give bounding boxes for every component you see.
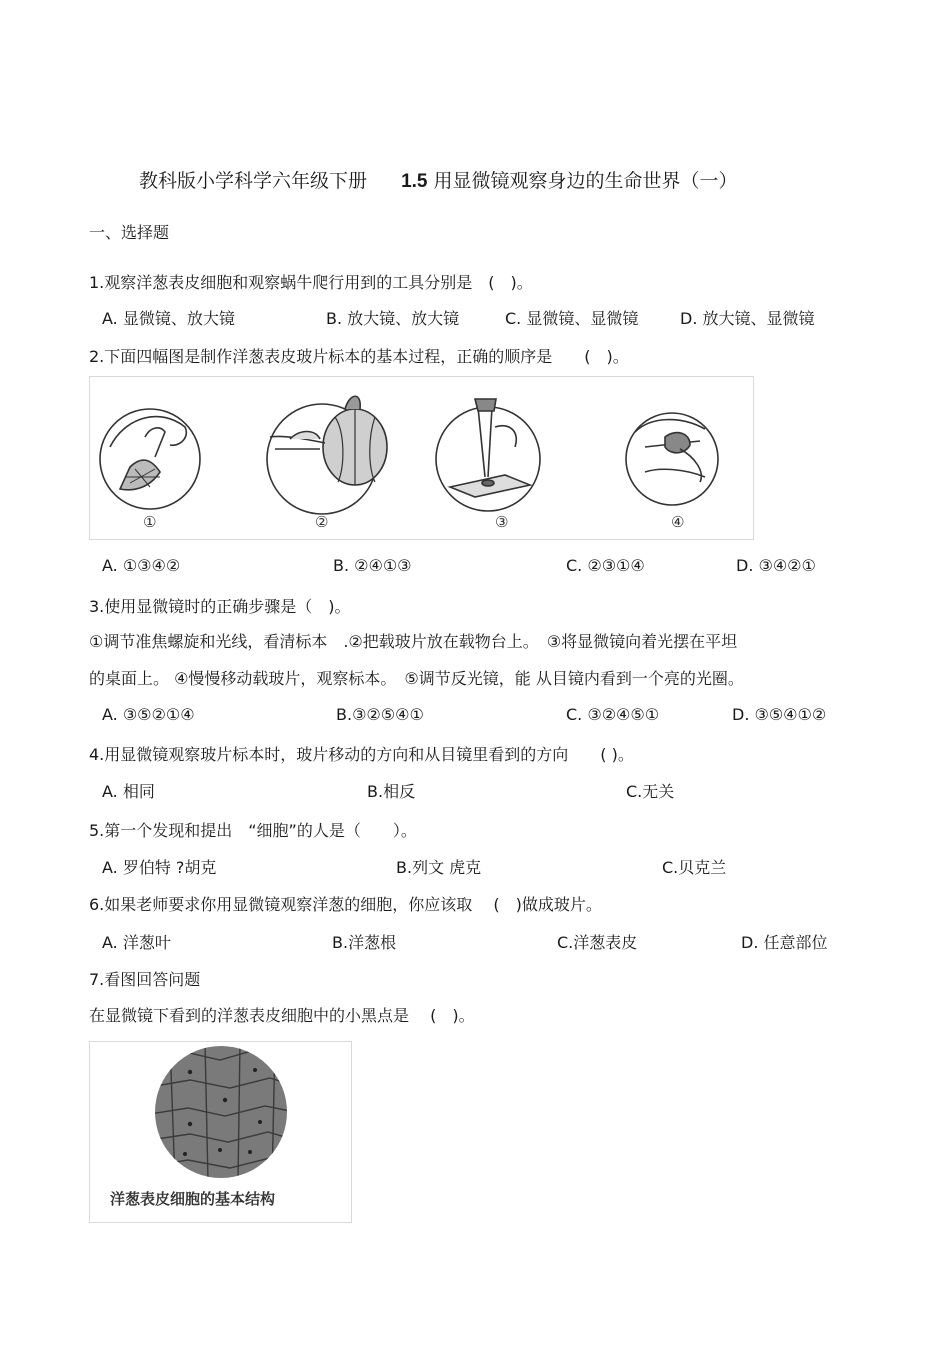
q2-option-c: C. ②③①④ xyxy=(566,556,645,575)
q3-option-c: C. ③②④⑤① xyxy=(566,705,660,724)
step-label-4: ④ xyxy=(671,513,685,531)
step-label-2: ② xyxy=(315,513,329,531)
step-label-1: ① xyxy=(143,513,157,531)
q6-option-a: A. 洋葱叶 xyxy=(102,933,171,952)
step-label-3: ③ xyxy=(495,513,509,531)
q4-option-b: B.相反 xyxy=(367,782,416,801)
step-1-circle xyxy=(100,409,200,509)
section-heading: 一、选择题 xyxy=(89,223,170,242)
q4-option-c: C.无关 xyxy=(626,782,675,801)
step-4-circle xyxy=(626,413,718,505)
q6-option-b: B.洋葱根 xyxy=(332,933,397,952)
q3-option-a: A. ③⑤②①④ xyxy=(102,705,195,724)
q1-option-b: B. 放大镜、放大镜 xyxy=(326,309,460,328)
q1-option-c: C. 显微镜、显微镜 xyxy=(505,309,639,328)
question-3-steps-line-1: ①调节准焦螺旋和光线，看清标本 .②把载玻片放在载物台上。 ③将显微镜向着光摆在平坦 xyxy=(89,632,738,651)
q3-option-b: B.③②⑤④① xyxy=(336,705,424,724)
question-3-stem: 3.使用显微镜时的正确步骤是（ )。 xyxy=(89,597,351,616)
q7-figure-onion-cells xyxy=(89,1041,352,1223)
question-4-stem: 4.用显微镜观察玻片标本时，玻片移动的方向和从目镜里看到的方向 ( )。 xyxy=(89,745,634,764)
question-2-stem: 2.下面四幅图是制作洋葱表皮玻片标本的基本过程，正确的顺序是 ( )。 xyxy=(89,347,629,366)
q6-option-c: C.洋葱表皮 xyxy=(557,933,638,952)
title-prefix: 教科版小学科学六年级下册 xyxy=(139,170,368,192)
q2-option-a: A. ①③④② xyxy=(102,556,181,575)
page-title xyxy=(139,166,738,193)
q2-figure-onion-slide-steps xyxy=(89,376,754,540)
q5-option-b: B.列文 虎克 xyxy=(396,858,482,877)
q2-option-d: D. ③④②① xyxy=(736,556,816,575)
title-suffix: 用显微镜观察身边的生命世界（一） xyxy=(433,170,738,192)
title-number: 1.5 xyxy=(401,171,428,192)
q5-option-a: A. 罗伯特 ?胡克 xyxy=(102,858,217,877)
figure-caption: 洋葱表皮细胞的基本结构 xyxy=(110,1190,276,1208)
q6-option-d: D. 任意部位 xyxy=(741,933,828,952)
question-6-stem: 6.如果老师要求你用显微镜观察洋葱的细胞，你应该取 ( )做成玻片。 xyxy=(89,895,602,914)
question-3-steps-line-2: 的桌面上。 ④慢慢移动载玻片，观察标本。 ⑤调节反光镜，能 从目镜内看到一个亮的光圈。 xyxy=(89,669,744,688)
onion-cells-micrograph xyxy=(90,1042,351,1222)
step-3-circle xyxy=(436,407,540,511)
q5-option-c: C.贝克兰 xyxy=(662,858,727,877)
question-7-prompt: 在显微镜下看到的洋葱表皮细胞中的小黑点是 ( )。 xyxy=(89,1006,475,1025)
q1-option-d: D. 放大镜、显微镜 xyxy=(680,309,815,328)
question-7-stem: 7.看图回答问题 xyxy=(89,970,201,989)
q1-option-a: A. 显微镜、放大镜 xyxy=(102,309,235,328)
q3-option-d: D. ③⑤④①② xyxy=(732,705,827,724)
question-1-stem: 1.观察洋葱表皮细胞和观察蜗牛爬行用到的工具分别是 ( )。 xyxy=(89,273,533,292)
q4-option-a: A. 相同 xyxy=(102,782,155,801)
onion-slide-steps-illustration xyxy=(90,377,753,539)
q2-option-b: B. ②④①③ xyxy=(333,556,412,575)
question-5-stem: 5.第一个发现和提出 “细胞”的人是（ ）。 xyxy=(89,821,417,840)
